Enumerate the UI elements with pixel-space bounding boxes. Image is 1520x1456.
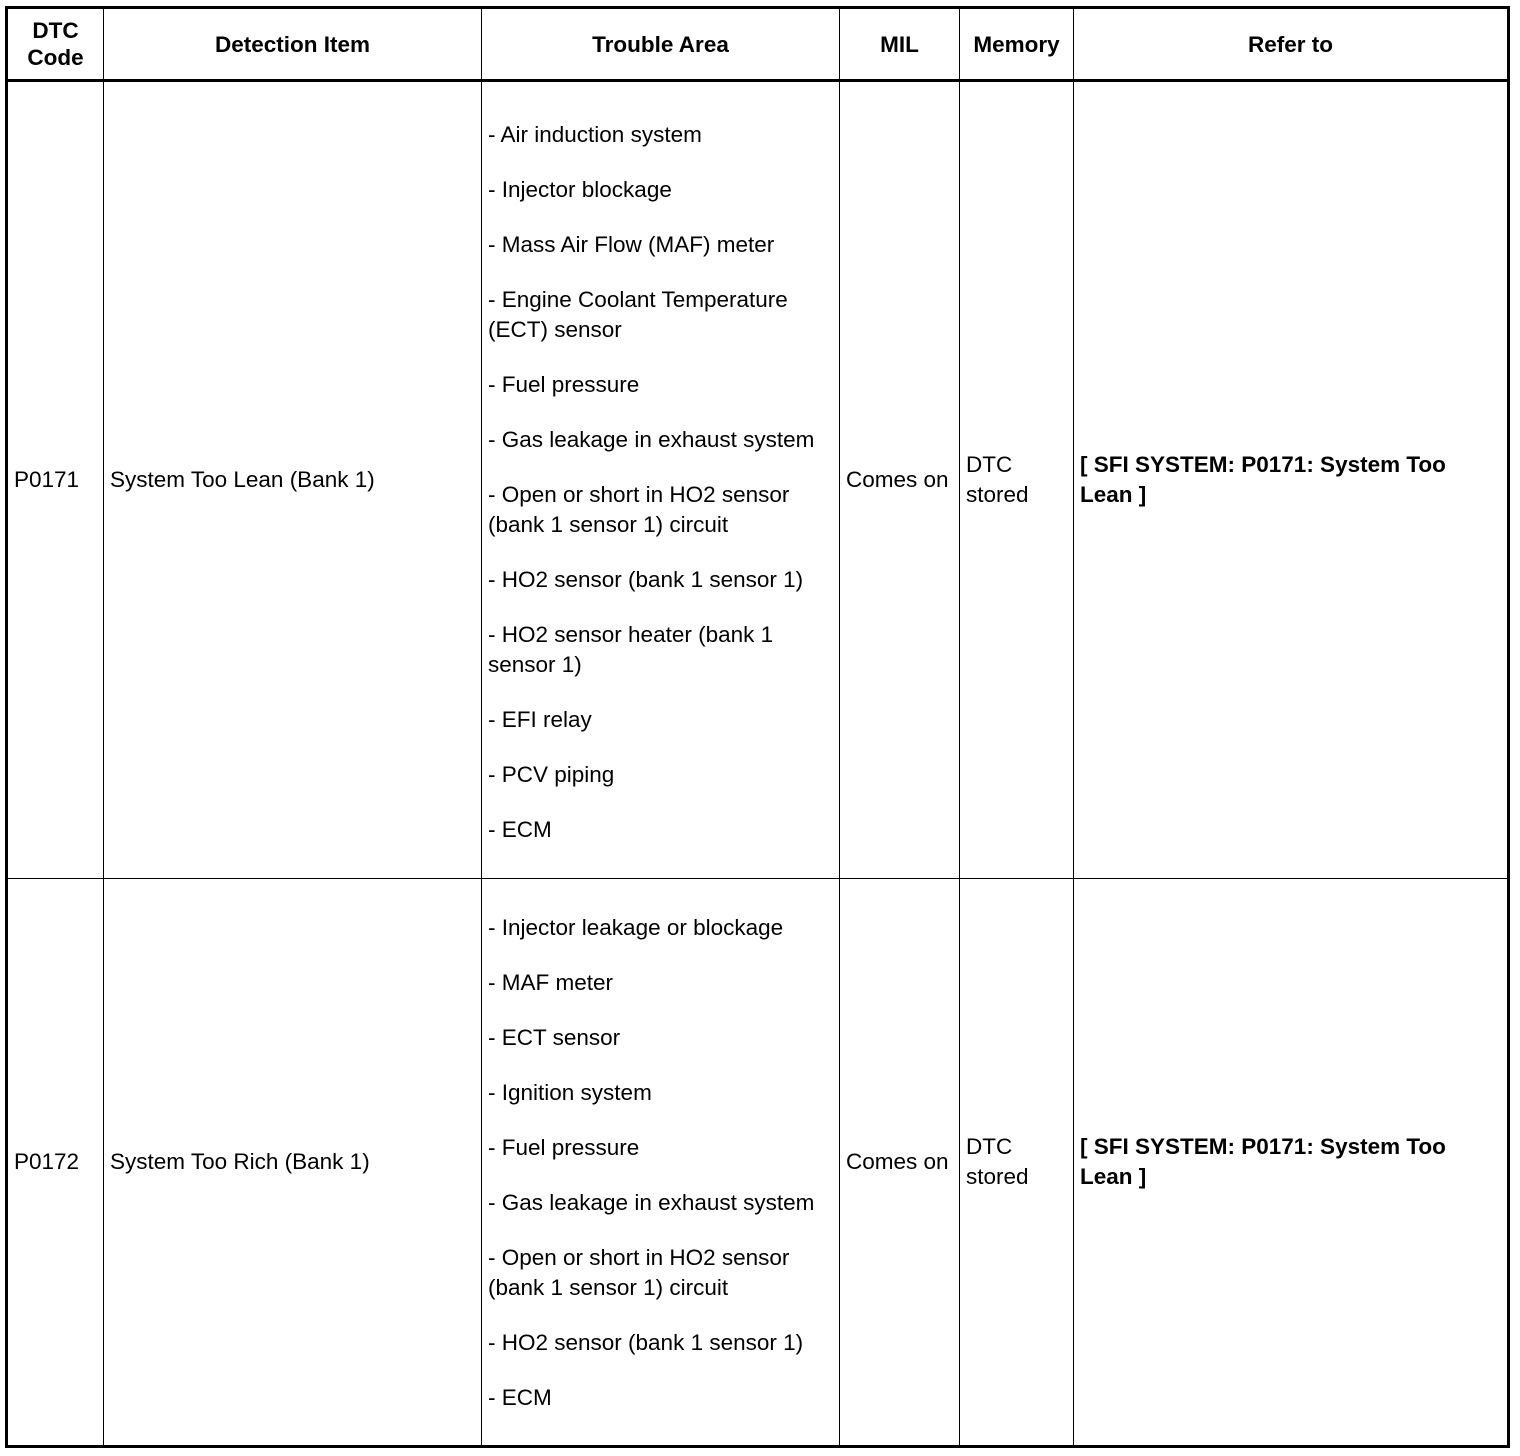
refer-to-link[interactable]: [ SFI SYSTEM: P0171: System Too Lean ] — [1074, 879, 1509, 1447]
header-row — [7, 8, 1509, 81]
list-item: - HO2 sensor (bank 1 sensor 1) — [488, 566, 804, 592]
memory-cell: DTC stored — [960, 81, 1074, 879]
list-item: - Injector blockage — [488, 176, 672, 202]
dtc-code-cell: P0172 — [7, 879, 104, 1447]
trouble-area-cell — [482, 81, 840, 879]
list-item: - ECM — [488, 1385, 552, 1410]
list-item: - Gas leakage in exhaust system — [488, 426, 815, 452]
header-trouble-area: Trouble Area — [482, 8, 840, 81]
trouble-area-cell — [482, 879, 840, 1447]
mil-cell: Comes on — [840, 879, 960, 1447]
header-memory: Memory — [960, 8, 1074, 81]
memory-cell: DTC stored — [960, 879, 1074, 1447]
list-item: - Ignition system — [488, 1080, 652, 1105]
list-item: - Gas leakage in exhaust system — [488, 1190, 815, 1215]
list-item: - Injector leakage or blockage — [488, 915, 784, 940]
header-dtc-code: DTC Code — [7, 8, 104, 81]
dtc-code-cell: P0171 — [7, 81, 104, 879]
dtc-table — [5, 6, 1510, 1448]
list-item: - Fuel pressure — [488, 1135, 640, 1160]
header-detection-item: Detection Item — [104, 8, 482, 81]
table-row — [7, 81, 1509, 879]
table-row — [7, 879, 1509, 1447]
list-item: - Open or short in HO2 sensor (bank 1 sensor 1) circuit — [488, 481, 790, 537]
list-item: - Open or short in HO2 sensor (bank 1 sensor 1) circuit — [488, 1245, 790, 1300]
list-item: - EFI relay — [488, 706, 592, 732]
list-item: - HO2 sensor (bank 1 sensor 1) — [488, 1330, 804, 1355]
list-item: - PCV piping — [488, 761, 615, 787]
trouble-area-list — [488, 913, 833, 1413]
list-item: - MAF meter — [488, 970, 614, 995]
refer-to-link[interactable]: [ SFI SYSTEM: P0171: System Too Lean ] — [1074, 81, 1509, 879]
list-item: - Air induction system — [488, 121, 702, 147]
header-mil: MIL — [840, 8, 960, 81]
mil-cell: Comes on — [840, 81, 960, 879]
detection-item-cell: System Too Lean (Bank 1) — [104, 81, 482, 879]
list-item: - ECM — [488, 816, 552, 842]
trouble-area-list — [488, 120, 833, 845]
list-item: - Mass Air Flow (MAF) meter — [488, 231, 775, 257]
detection-item-cell: System Too Rich (Bank 1) — [104, 879, 482, 1447]
header-refer-to: Refer to — [1074, 8, 1509, 81]
list-item: - HO2 sensor heater (bank 1 sensor 1) — [488, 621, 774, 677]
list-item: - ECT sensor — [488, 1025, 621, 1050]
list-item: - Fuel pressure — [488, 371, 640, 397]
list-item: - Engine Coolant Temperature (ECT) sensor — [488, 286, 788, 342]
